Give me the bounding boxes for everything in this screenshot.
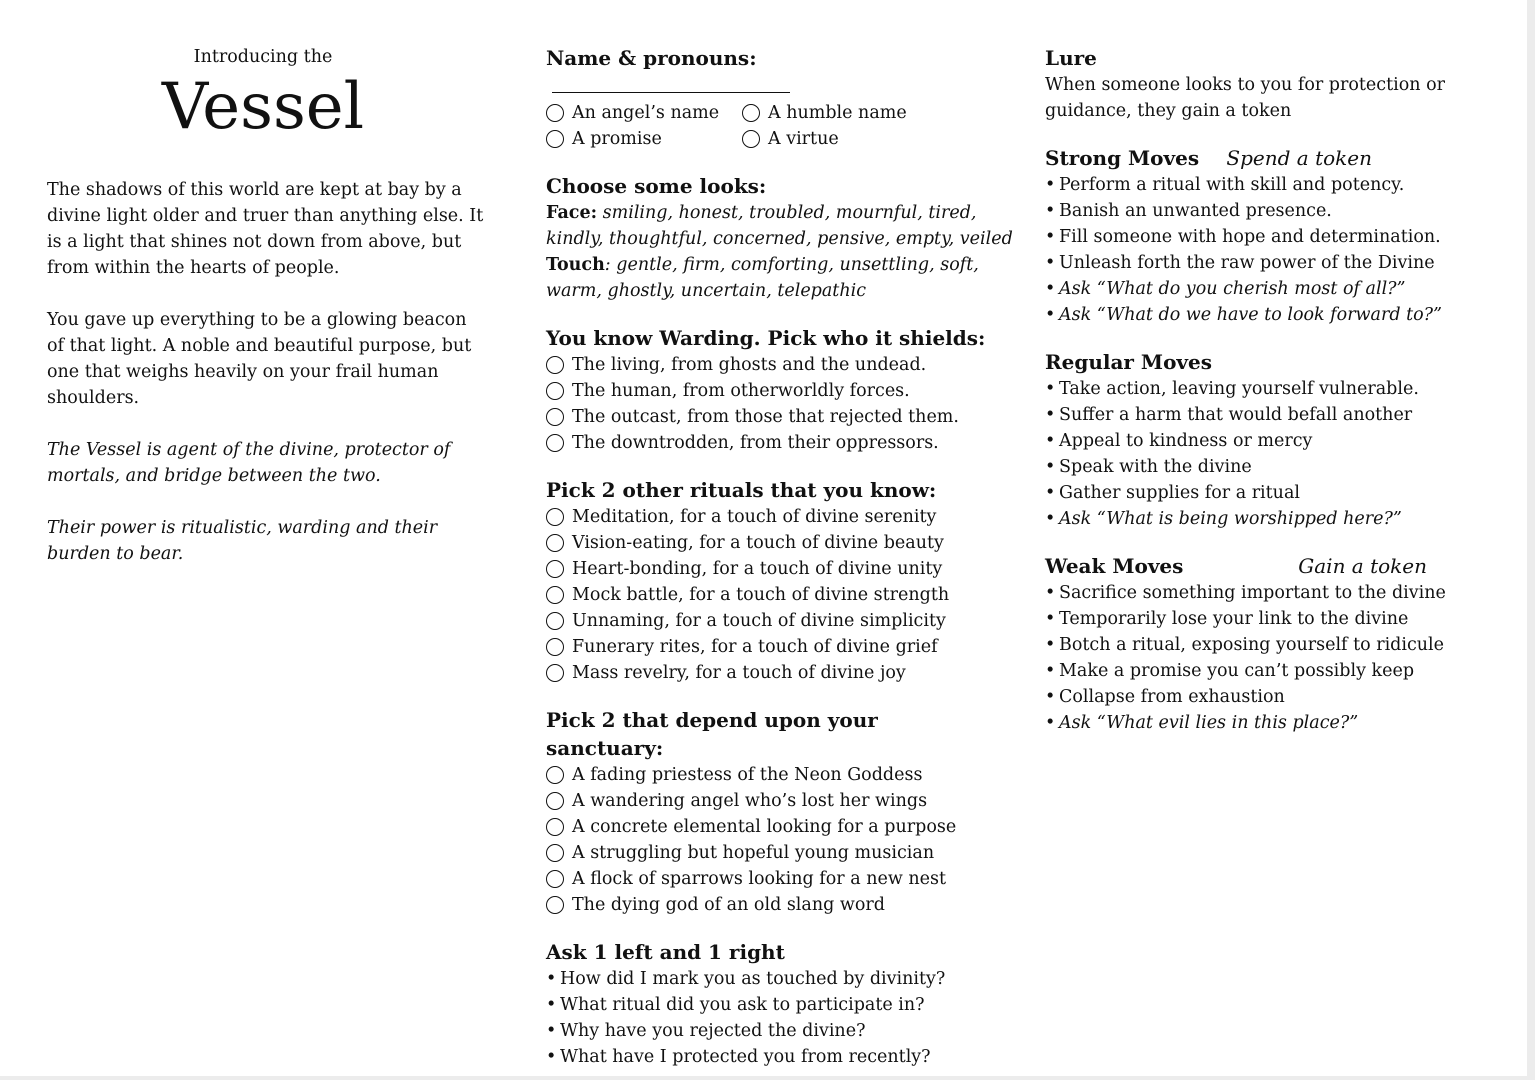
checkbox-circle-icon[interactable] xyxy=(546,408,564,426)
checkbox-circle-icon[interactable] xyxy=(546,586,564,604)
warding-option[interactable] xyxy=(546,352,986,378)
ritual-option[interactable] xyxy=(546,634,986,660)
name-blank-line[interactable] xyxy=(552,74,790,93)
move-item xyxy=(1045,658,1435,684)
ritual-option[interactable] xyxy=(546,660,986,686)
checkbox-circle-icon[interactable] xyxy=(546,130,564,148)
strong-moves-heading: Strong Moves xyxy=(1045,146,1200,170)
move-item xyxy=(1045,376,1435,402)
bullet-icon: • xyxy=(1045,457,1056,477)
checkbox-circle-icon[interactable] xyxy=(546,896,564,914)
move-item xyxy=(1045,198,1435,224)
checkbox-circle-icon[interactable] xyxy=(546,818,564,836)
option-label: Unnaming, for a touch of divine simplicity xyxy=(572,611,946,631)
regular-moves-heading: Regular Moves xyxy=(1045,350,1213,374)
face-options-line: smiling, honest, troubled, mournful, tired, xyxy=(602,203,977,223)
intro-paragraph-3: The Vessel is agent of the divine, protector of mortals, and bridge between the two. xyxy=(47,440,451,486)
weak-moves-heading: Weak Moves xyxy=(1045,554,1184,578)
move-text: Botch a ritual, exposing yourself to ridicule xyxy=(1059,635,1445,655)
bullet-icon: • xyxy=(1045,661,1056,681)
checkbox-circle-icon[interactable] xyxy=(546,792,564,810)
checkbox-circle-icon[interactable] xyxy=(742,104,760,122)
option-label: A flock of sparrows looking for a new nest xyxy=(572,869,947,889)
warding-option[interactable] xyxy=(546,430,986,456)
checkbox-circle-icon[interactable] xyxy=(546,104,564,122)
move-text: Ask “What is being worshipped here?” xyxy=(1059,509,1402,529)
sanctuary-option[interactable] xyxy=(546,762,986,788)
bullet-icon: • xyxy=(546,969,557,989)
playbook-title: Vessel xyxy=(161,70,365,144)
move-text: Banish an unwanted presence. xyxy=(1059,201,1332,221)
checkbox-circle-icon[interactable] xyxy=(546,766,564,784)
bullet-icon: • xyxy=(1045,483,1056,503)
list-item-text: What have I protected you from recently? xyxy=(560,1047,931,1067)
bullet-icon: • xyxy=(1045,175,1056,195)
sanctuary-option[interactable] xyxy=(546,788,986,814)
name-heading-text: Name & pronouns: xyxy=(546,46,757,70)
bullet-icon: • xyxy=(1045,305,1056,325)
option-label: Mass revelry, for a touch of divine joy xyxy=(572,663,906,683)
move-item xyxy=(1045,710,1435,736)
move-text: Ask “What do you cherish most of all?” xyxy=(1059,279,1406,299)
move-text: Sacrifice something important to the divine xyxy=(1059,583,1446,603)
face-label: Face: xyxy=(546,203,598,223)
warding-option[interactable] xyxy=(546,404,986,430)
ritual-option[interactable] xyxy=(546,608,986,634)
list-item-text: Why have you rejected the divine? xyxy=(560,1021,866,1041)
strong-moves-note: Spend a token xyxy=(1226,146,1372,170)
checkbox-circle-icon[interactable] xyxy=(546,638,564,656)
option-label: A fading priestess of the Neon Goddess xyxy=(572,765,923,785)
move-text: Collapse from exhaustion xyxy=(1059,687,1285,707)
intro-column xyxy=(47,44,487,567)
choices-column xyxy=(546,44,1013,1070)
bullet-icon: • xyxy=(546,995,557,1015)
move-item xyxy=(1045,302,1443,328)
checkbox-circle-icon[interactable] xyxy=(546,870,564,888)
bullet-icon: • xyxy=(1045,609,1056,629)
warding-section xyxy=(546,324,986,456)
checkbox-circle-icon[interactable] xyxy=(546,382,564,400)
ritual-option[interactable] xyxy=(546,556,986,582)
intro-paragraph-2: You gave up everything to be a glowing beacon of that light. A noble and beautiful purpose, but one that weighs heavily on your frail human shoulders. xyxy=(47,310,472,408)
list-item-text: What ritual did you ask to participate in? xyxy=(560,995,925,1015)
move-text: Ask “What evil lies in this place?” xyxy=(1059,713,1359,733)
option-label: The human, from otherworldly forces. xyxy=(572,381,910,401)
lure-text-line: When someone looks to you for protection or xyxy=(1045,75,1445,95)
name-option[interactable] xyxy=(546,126,742,152)
option-label: An angel’s name xyxy=(572,103,720,123)
move-item xyxy=(1045,480,1435,506)
looks-face xyxy=(546,200,1013,304)
page-edge-bottom xyxy=(0,1076,1535,1080)
lure-text-line: guidance, they gain a token xyxy=(1045,101,1292,121)
option-label: A promise xyxy=(572,129,662,149)
name-option[interactable] xyxy=(546,100,742,126)
move-text: Perform a ritual with skill and potency. xyxy=(1059,175,1405,195)
option-label: Meditation, for a touch of divine serenity xyxy=(572,507,937,527)
option-label: A virtue xyxy=(768,129,839,149)
option-label: Vision-eating, for a touch of divine beauty xyxy=(572,533,944,553)
bullet-icon: • xyxy=(546,1021,557,1041)
bullet-icon: • xyxy=(1045,509,1056,529)
move-item xyxy=(1045,580,1446,606)
option-label: A wandering angel who’s lost her wings xyxy=(572,791,928,811)
intro-paragraph-4: Their power is ritualistic, warding and their burden to bear. xyxy=(47,518,438,564)
sanctuary-heading: Pick 2 that depend upon your sanctuary: xyxy=(546,708,878,760)
move-item xyxy=(1045,684,1435,710)
bullet-icon: • xyxy=(1045,687,1056,707)
list-item-text: How did I mark you as touched by divinity? xyxy=(560,969,946,989)
bullet-icon: • xyxy=(1045,405,1056,425)
move-item xyxy=(1045,224,1441,250)
list-item xyxy=(546,1018,986,1044)
bullet-icon: • xyxy=(1045,201,1056,221)
regular-moves-section xyxy=(1045,348,1435,532)
warding-option[interactable] xyxy=(546,378,986,404)
move-text: Fill someone with hope and determination. xyxy=(1059,227,1441,247)
weak-moves-note: Gain a token xyxy=(1298,554,1427,578)
lure-section xyxy=(1045,44,1445,124)
ask-heading: Ask 1 left and 1 right xyxy=(546,940,785,964)
bullet-icon: • xyxy=(1045,635,1056,655)
touch-options-line: : gentle, firm, comforting, unsettling, soft, xyxy=(604,255,979,275)
strong-moves-section xyxy=(1045,144,1443,328)
rituals-section xyxy=(546,476,986,686)
bullet-icon: • xyxy=(1045,379,1056,399)
list-item xyxy=(546,966,986,992)
warding-heading: You know Warding. Pick who it shields: xyxy=(546,326,986,350)
list-item xyxy=(546,1044,986,1070)
option-label: The dying god of an old slang word xyxy=(572,895,885,915)
option-label: Funerary rites, for a touch of divine grief xyxy=(572,637,938,657)
ritual-option[interactable] xyxy=(546,582,986,608)
name-section xyxy=(546,44,986,152)
option-label: A struggling but hopeful young musician xyxy=(572,843,935,863)
move-item xyxy=(1045,454,1435,480)
option-label: Heart-bonding, for a touch of divine unity xyxy=(572,559,943,579)
sanctuary-option[interactable] xyxy=(546,840,986,866)
bullet-icon: • xyxy=(1045,253,1056,273)
checkbox-circle-icon[interactable] xyxy=(742,130,760,148)
looks-heading: Choose some looks: xyxy=(546,174,767,198)
move-item xyxy=(1045,428,1435,454)
move-text: Speak with the divine xyxy=(1059,457,1252,477)
move-text: Temporarily lose your link to the divine xyxy=(1059,609,1409,629)
bullet-icon: • xyxy=(1045,279,1056,299)
checkbox-circle-icon[interactable] xyxy=(546,844,564,862)
checkbox-circle-icon[interactable] xyxy=(546,508,564,526)
bullet-icon: • xyxy=(1045,713,1056,733)
move-text: Ask “What do we have to look forward to?” xyxy=(1059,305,1443,325)
move-item xyxy=(1045,172,1435,198)
option-label: The living, from ghosts and the undead. xyxy=(572,355,927,375)
sanctuary-option[interactable] xyxy=(546,866,986,892)
sanctuary-option[interactable] xyxy=(546,814,986,840)
sanctuary-option[interactable] xyxy=(546,892,986,918)
lure-heading: Lure xyxy=(1045,46,1097,70)
sanctuary-section xyxy=(546,706,986,918)
rituals-heading: Pick 2 other rituals that you know: xyxy=(546,478,937,502)
option-label: Mock battle, for a touch of divine strength xyxy=(572,585,950,605)
touch-options-line: warm, ghostly, uncertain, telepathic xyxy=(546,281,867,301)
intro-paragraph-1: The shadows of this world are kept at bay by a divine light older and truer than anything else. It is a light that shines not down from above, but from within the hearts of people. xyxy=(47,180,484,278)
checkbox-circle-icon[interactable] xyxy=(546,356,564,374)
move-text: Unleash forth the raw power of the Divine xyxy=(1059,253,1435,273)
move-text: Take action, leaving yourself vulnerable. xyxy=(1059,379,1419,399)
list-item xyxy=(546,992,986,1018)
checkbox-circle-icon[interactable] xyxy=(546,664,564,682)
ritual-option[interactable] xyxy=(546,504,986,530)
option-label: A humble name xyxy=(768,103,907,123)
checkbox-circle-icon[interactable] xyxy=(546,612,564,630)
move-item xyxy=(1045,606,1435,632)
move-text: Suffer a harm that would befall another xyxy=(1059,405,1413,425)
checkbox-circle-icon[interactable] xyxy=(546,434,564,452)
moves-column xyxy=(1045,44,1446,736)
bullet-icon: • xyxy=(1045,227,1056,247)
move-text: Appeal to kindness or mercy xyxy=(1059,431,1313,451)
bullet-icon: • xyxy=(546,1047,557,1067)
move-item xyxy=(1045,276,1435,302)
name-option[interactable] xyxy=(742,100,938,126)
ask-section xyxy=(546,938,986,1070)
move-item xyxy=(1045,632,1445,658)
bullet-icon: • xyxy=(1045,583,1056,603)
option-label: The outcast, from those that rejected them. xyxy=(572,407,959,427)
move-item xyxy=(1045,250,1435,276)
option-label: A concrete elemental looking for a purpose xyxy=(572,817,957,837)
weak-moves-section xyxy=(1045,552,1446,736)
checkbox-circle-icon[interactable] xyxy=(546,560,564,578)
move-text: Make a promise you can’t possibly keep xyxy=(1059,661,1415,681)
move-item xyxy=(1045,506,1435,532)
move-text: Gather supplies for a ritual xyxy=(1059,483,1300,503)
page-edge-right xyxy=(1527,0,1535,1080)
move-item xyxy=(1045,402,1435,428)
name-heading xyxy=(546,44,986,100)
ritual-option[interactable] xyxy=(546,530,986,556)
touch-label: Touch xyxy=(546,255,605,275)
option-label: The downtrodden, from their oppressors. xyxy=(572,433,939,453)
looks-section xyxy=(546,172,1013,304)
intro-label: Introducing the xyxy=(193,47,333,67)
checkbox-circle-icon[interactable] xyxy=(546,534,564,552)
bullet-icon: • xyxy=(1045,431,1056,451)
name-option[interactable] xyxy=(742,126,938,152)
face-options-line: kindly, thoughtful, concerned, pensive, empty, veiled xyxy=(546,229,1013,249)
